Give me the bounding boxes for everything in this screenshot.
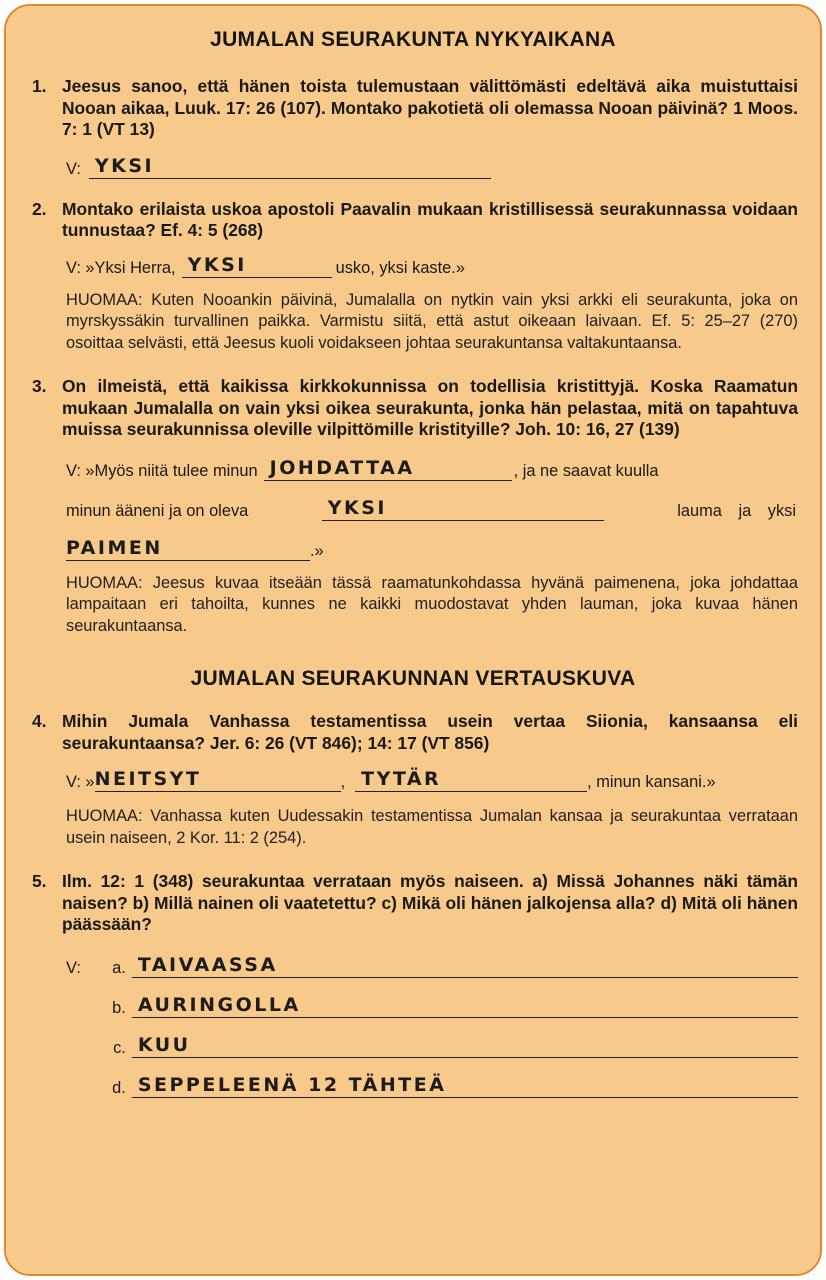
question-text: On ilmeistä, että kaikissa kirkkokunnissa on todellisia kristittyjä. Koska Raamatun mukaan Jumalalla on vain yksi oikea seurakunta, jonka hän pelastaa, mitä on tapahtuva muissa seurakunnissa oleville vilpittömille kristityille? Joh. 10: 16, 27 (139) <box>62 376 798 439</box>
answer-prefix: minun ääneni ja on oleva <box>66 501 249 520</box>
handwritten-answer: YKSI <box>187 253 247 276</box>
answer-field-3b[interactable] <box>322 495 604 521</box>
section-title-1: JUMALAN SEURAKUNTA NYKYAIKANA <box>210 28 616 51</box>
answer-separator: , <box>340 773 346 791</box>
question-1 <box>28 76 798 141</box>
question-text: Jeesus sanoo, että hänen toista tulemustaan välittömästi edeltävä aika muistuttaisi Nooan aikaa, Luuk. 17: 26 (107). Montako pakotietä oli olemassa Nooan päivinä? 1 Moos. 7: 1 (VT 13) <box>62 76 798 139</box>
handwritten-answer: YKSI <box>327 496 387 519</box>
question-5 <box>28 871 798 936</box>
answer-row-d <box>28 1072 798 1098</box>
handwritten-answer: SEPPELEENÄ 12 TÄHTEÄ <box>137 1073 447 1096</box>
answer-suffix: usko, yksi kaste.» <box>335 258 465 277</box>
handwritten-answer: PAIMEN <box>66 536 163 559</box>
question-text: Mihin Jumala Vanhassa testamentissa usein vertaa Siionia, kansaansa eli seurakuntaansa? Jer. 6: 26 (VT 846); 14: 17 (VT 856) <box>62 711 798 753</box>
answer-field-5a[interactable] <box>132 952 798 978</box>
section-title-2: JUMALAN SEURAKUNNAN VERTAUSKUVA <box>190 667 636 690</box>
answer-suffix: , minun kansani.» <box>587 773 716 791</box>
answer-line-3c <box>28 535 798 561</box>
answer-suffix: , ja ne saavat kuulla <box>513 461 659 480</box>
row-letter: d. <box>112 1078 126 1097</box>
answer-field-5c[interactable] <box>132 1032 798 1058</box>
answer-field-3a[interactable] <box>264 455 512 481</box>
answer-line-2 <box>28 252 798 278</box>
question-2 <box>28 199 798 242</box>
answer-line-4 <box>28 766 798 792</box>
answer-field-1[interactable] <box>89 153 491 179</box>
answer-line-3b <box>28 495 798 521</box>
question-number: 3. <box>32 376 47 396</box>
answer-prefix: V: <box>66 958 81 977</box>
answer-field-3c[interactable] <box>66 535 310 561</box>
question-3 <box>28 376 798 441</box>
answer-field-5b[interactable] <box>132 992 798 1018</box>
row-letter: c. <box>113 1038 126 1057</box>
question-text: Montako erilaista uskoa apostoli Paavalin mukaan kristillisessä seurakunnassa voidaan tunnustaa? Ef. 4: 5 (268) <box>62 198 798 240</box>
worksheet-card <box>4 4 822 1276</box>
answer-prefix: V: » <box>66 773 95 791</box>
row-letter: a. <box>112 958 126 977</box>
answer-field-4a[interactable] <box>95 766 341 792</box>
question-number: 5. <box>32 871 47 891</box>
answer-prefix: V: »Yksi Herra, <box>66 258 176 277</box>
answer-field-2[interactable] <box>182 252 332 278</box>
handwritten-answer: JOHDATTAA <box>269 456 415 479</box>
handwritten-answer: AURINGOLLA <box>137 993 301 1016</box>
handwritten-answer: TYTÄR <box>361 768 442 790</box>
note-2: HUOMAA: Kuten Nooankin päivinä, Jumalalla on nytkin vain yksi arkki eli seurakunta, joka on myrskyssäkin turvallinen paikka. Varmistu siitä, että astut oikeaan laivaan. Ef. 5: 25–27 (270) osoittaa selvästi, että Jeesus kuoli voidakseen johtaa seurakuntansa valtakuntaansa. <box>66 290 798 352</box>
answer-line-3a <box>28 455 798 481</box>
note-4: HUOMAA: Vanhassa kuten Uudessakin testamentissa Jumalan kansaa ja seurakuntaa verrataan usein naiseen, 2 Kor. 11: 2 (254). <box>66 807 798 847</box>
answer-row-b <box>28 992 798 1018</box>
answer-row-c <box>28 1032 798 1058</box>
handwritten-answer: TAIVAASSA <box>137 953 278 976</box>
answer-prefix: V: »Myös niitä tulee minun <box>66 461 258 480</box>
row-letter: b. <box>112 998 126 1017</box>
handwritten-answer: YKSI <box>94 154 155 177</box>
answer-suffix: .» <box>310 541 324 560</box>
question-number: 2. <box>32 198 47 219</box>
question-text: Ilm. 12: 1 (348) seurakuntaa verrataan myös naiseen. a) Missä Johannes näki tämän naisen? b) Millä nainen oli vaatetettu? c) Mikä oli hänen jalkojensa alla? d) Mitä oli hänen päässään? <box>62 871 798 934</box>
handwritten-answer: KUU <box>137 1033 191 1056</box>
answer-line-1 <box>28 153 798 179</box>
handwritten-answer: NEITSYT <box>94 768 202 790</box>
answer-field-5d[interactable] <box>132 1072 798 1098</box>
answer-suffix: lauma ja yksi <box>677 501 796 520</box>
answer-prefix: V: <box>66 159 81 178</box>
answer-row-a <box>28 952 798 978</box>
note-3: HUOMAA: Jeesus kuvaa itseään tässä raamatunkohdassa hyvänä paimenena, joka johdattaa lampaitaan eri tahoilta, kunnes ne kaikki muodostavat yhden lauman, joka kuvaa hänen seurakuntaansa. <box>66 573 798 635</box>
question-number: 1. <box>32 76 47 96</box>
question-4 <box>28 711 798 754</box>
question-number: 4. <box>32 711 47 731</box>
answer-field-4b[interactable] <box>355 766 587 792</box>
